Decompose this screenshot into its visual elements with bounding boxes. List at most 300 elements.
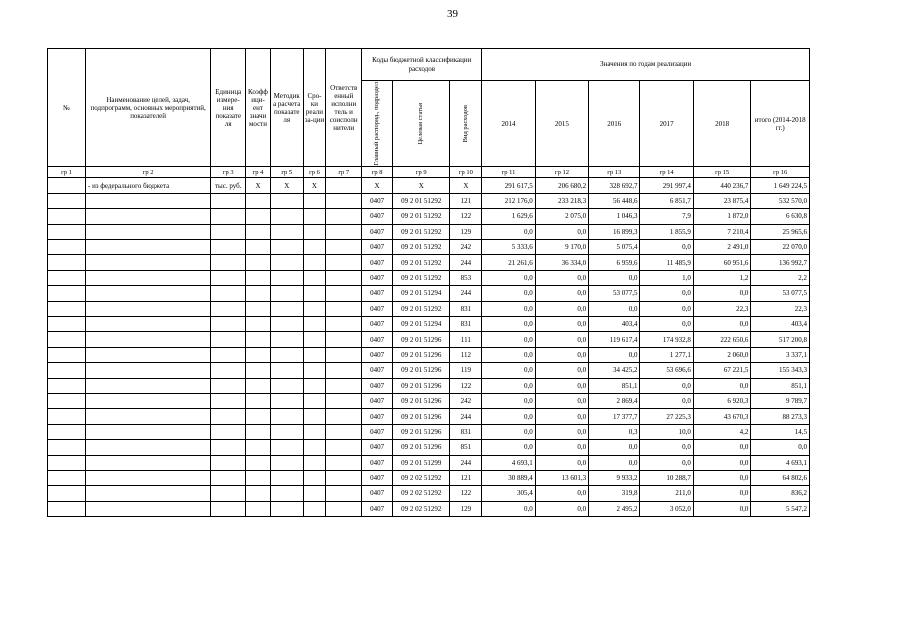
cell-value-2014: 0,0 (482, 224, 535, 239)
cell-value-2014: 4 693,1 (482, 455, 535, 470)
cell-code-main: 0407 (362, 409, 393, 424)
cell-value-2017: 10,0 (640, 424, 693, 439)
cell-value-2016: 1 046,3 (589, 209, 640, 224)
cell-name: - из федерального бюджета (85, 178, 210, 193)
cell-code-main: 0407 (362, 470, 393, 485)
cell-value-2016: 34 425,2 (589, 363, 640, 378)
cell-value-2017: 0,0 (640, 240, 693, 255)
cell-value-2016: 56 448,6 (589, 193, 640, 208)
cell-value-total: 9 789,7 (751, 393, 810, 408)
cell-value-2015: 0,0 (535, 378, 588, 393)
cell-unit (211, 240, 246, 255)
cell-code-target: 09 2 01 51294 (392, 286, 450, 301)
budget-table (47, 48, 810, 517)
cell-value-2017: 291 997,4 (640, 178, 693, 193)
cell-value-2016: 319,8 (589, 486, 640, 501)
cell-method (270, 286, 303, 301)
cell-value-2016: 5 075,4 (589, 240, 640, 255)
cell-value-2015: 0,0 (535, 363, 588, 378)
col-number: гр 7 (326, 167, 362, 178)
cell-method (270, 378, 303, 393)
cell-code-target: 09 2 01 51292 (392, 270, 450, 285)
col-number: гр 3 (211, 167, 246, 178)
cell-responsible (326, 255, 362, 270)
cell-value-2014: 0,0 (482, 501, 535, 516)
cell-value-2014: 0,0 (482, 286, 535, 301)
table-row (48, 270, 810, 285)
cell-code-main: 0407 (362, 424, 393, 439)
col-number: гр 2 (85, 167, 210, 178)
table-row (48, 363, 810, 378)
cell-unit (211, 224, 246, 239)
cell-name (85, 193, 210, 208)
cell-no (48, 347, 86, 362)
cell-value-2016: 17 377,7 (589, 409, 640, 424)
table-row (48, 347, 810, 362)
cell-value-2017: 0,0 (640, 393, 693, 408)
cell-value-total: 836,2 (751, 486, 810, 501)
cell-name (85, 255, 210, 270)
cell-responsible (326, 347, 362, 362)
cell-code-type: 851 (450, 440, 482, 455)
cell-value-2015: 0,0 (535, 501, 588, 516)
cell-terms (303, 486, 326, 501)
cell-code-main: 0407 (362, 378, 393, 393)
cell-value-2016: 2 495,2 (589, 501, 640, 516)
cell-unit (211, 286, 246, 301)
cell-value-2017: 1 855,9 (640, 224, 693, 239)
cell-value-2014: 0,0 (482, 409, 535, 424)
col-number: гр 12 (535, 167, 588, 178)
cell-coef (246, 409, 271, 424)
table-row (48, 424, 810, 439)
cell-value-2018: 7 210,4 (693, 224, 751, 239)
cell-name (85, 240, 210, 255)
cell-value-2014: 291 617,5 (482, 178, 535, 193)
cell-value-2018: 6 920,3 (693, 393, 751, 408)
cell-no (48, 378, 86, 393)
cell-method (270, 363, 303, 378)
cell-unit (211, 440, 246, 455)
cell-code-main: 0407 (362, 209, 393, 224)
cell-method (270, 455, 303, 470)
cell-value-2017: 0,0 (640, 286, 693, 301)
cell-code-main: 0407 (362, 440, 393, 455)
cell-value-2015: 2 075,0 (535, 209, 588, 224)
cell-responsible (326, 409, 362, 424)
cell-terms (303, 255, 326, 270)
cell-code-type: 244 (450, 286, 482, 301)
cell-method (270, 501, 303, 516)
cell-value-2014: 0,0 (482, 301, 535, 316)
cell-value-total: 3 337,1 (751, 347, 810, 362)
cell-code-target: 09 2 01 51296 (392, 393, 450, 408)
cell-value-total: 155 343,3 (751, 363, 810, 378)
cell-value-total: 53 077,5 (751, 286, 810, 301)
cell-value-total: 22 070,0 (751, 240, 810, 255)
cell-value-2018: 4,2 (693, 424, 751, 439)
cell-responsible (326, 316, 362, 331)
cell-value-2018: 0,0 (693, 455, 751, 470)
cell-unit (211, 455, 246, 470)
cell-value-2015: 0,0 (535, 409, 588, 424)
cell-value-2016: 0,0 (589, 347, 640, 362)
cell-name (85, 363, 210, 378)
cell-value-total: 403,4 (751, 316, 810, 331)
cell-responsible (326, 486, 362, 501)
cell-code-type: 244 (450, 409, 482, 424)
cell-value-total: 14,5 (751, 424, 810, 439)
cell-no (48, 286, 86, 301)
header-total: итого (2014-2018 гг.) (751, 81, 810, 167)
cell-value-2015: 0,0 (535, 286, 588, 301)
header-values: Значения по годам реализации (482, 49, 810, 81)
cell-method (270, 301, 303, 316)
table-row (48, 455, 810, 470)
cell-code-target: 09 2 01 51292 (392, 193, 450, 208)
cell-no (48, 255, 86, 270)
cell-code-main: 0407 (362, 332, 393, 347)
cell-terms: Х (303, 178, 326, 193)
cell-value-2015: 0,0 (535, 332, 588, 347)
cell-value-2016: 53 077,5 (589, 286, 640, 301)
cell-terms (303, 455, 326, 470)
cell-no (48, 316, 86, 331)
cell-value-total: 136 992,7 (751, 255, 810, 270)
cell-code-target: 09 2 01 51292 (392, 240, 450, 255)
col-number: гр 15 (693, 167, 751, 178)
cell-code-main: Х (362, 178, 393, 193)
cell-value-2015: 9 170,0 (535, 240, 588, 255)
cell-coef (246, 486, 271, 501)
cell-unit (211, 316, 246, 331)
cell-value-2017: 0,0 (640, 316, 693, 331)
cell-code-type: 244 (450, 255, 482, 270)
header-responsible: Ответств енный исполни тель и соисполн нители (326, 49, 362, 167)
cell-value-2015: 0,0 (535, 424, 588, 439)
cell-code-target: 09 2 01 51296 (392, 409, 450, 424)
cell-no (48, 224, 86, 239)
cell-value-2017: 6 851,7 (640, 193, 693, 208)
cell-value-2014: 0,0 (482, 424, 535, 439)
cell-name (85, 316, 210, 331)
cell-code-type: 122 (450, 209, 482, 224)
cell-value-2016: 9 933,2 (589, 470, 640, 485)
page-number: 39 (447, 8, 458, 20)
table-row (48, 393, 810, 408)
cell-value-2017: 10 288,7 (640, 470, 693, 485)
table-row (48, 486, 810, 501)
table-row (48, 316, 810, 331)
cell-method (270, 440, 303, 455)
cell-code-main: 0407 (362, 486, 393, 501)
table-row (48, 209, 810, 224)
cell-code-type: 831 (450, 301, 482, 316)
header-year-2017: 2017 (640, 81, 693, 167)
table-row (48, 470, 810, 485)
cell-code-target: 09 2 01 51299 (392, 455, 450, 470)
cell-value-total: 25 965,6 (751, 224, 810, 239)
cell-name (85, 286, 210, 301)
cell-unit (211, 424, 246, 439)
col-number: гр 1 (48, 167, 86, 178)
cell-no (48, 363, 86, 378)
cell-value-2018: 2 491,0 (693, 240, 751, 255)
cell-value-2014: 0,0 (482, 440, 535, 455)
cell-name (85, 270, 210, 285)
table-row (48, 378, 810, 393)
cell-unit (211, 470, 246, 485)
column-number-row (48, 167, 810, 178)
cell-coef (246, 270, 271, 285)
cell-coef (246, 209, 271, 224)
cell-terms (303, 209, 326, 224)
cell-responsible (326, 363, 362, 378)
cell-code-type: 122 (450, 486, 482, 501)
cell-value-2015: 206 680,2 (535, 178, 588, 193)
cell-value-2015: 0,0 (535, 316, 588, 331)
cell-responsible (326, 440, 362, 455)
cell-method (270, 316, 303, 331)
cell-coef (246, 424, 271, 439)
cell-value-2015: 0,0 (535, 455, 588, 470)
col-number: гр 13 (589, 167, 640, 178)
header-terms: Сро-ки реали за-ции (303, 49, 326, 167)
cell-code-target: 09 2 01 51292 (392, 301, 450, 316)
cell-unit (211, 301, 246, 316)
cell-no (48, 332, 86, 347)
table-row (48, 255, 810, 270)
header-code-target (392, 81, 450, 167)
cell-value-2014: 0,0 (482, 347, 535, 362)
cell-value-2016: 851,1 (589, 378, 640, 393)
cell-terms (303, 378, 326, 393)
cell-coef (246, 440, 271, 455)
table-row (48, 301, 810, 316)
cell-value-2018: 1,2 (693, 270, 751, 285)
cell-value-2015: 13 601,3 (535, 470, 588, 485)
table-row (48, 286, 810, 301)
cell-name (85, 424, 210, 439)
cell-value-2017: 0,0 (640, 301, 693, 316)
cell-method: Х (270, 178, 303, 193)
cell-responsible (326, 178, 362, 193)
header-codes: Коды бюджетной классификации расходов (362, 49, 482, 81)
cell-no (48, 501, 86, 516)
cell-terms (303, 240, 326, 255)
cell-code-target: 09 2 01 51296 (392, 440, 450, 455)
table-row (48, 440, 810, 455)
cell-value-total: 64 802,6 (751, 470, 810, 485)
cell-value-2017: 7,9 (640, 209, 693, 224)
cell-code-target: 09 2 01 51296 (392, 424, 450, 439)
cell-code-type: 242 (450, 240, 482, 255)
cell-code-main: 0407 (362, 363, 393, 378)
cell-responsible (326, 286, 362, 301)
cell-unit (211, 486, 246, 501)
cell-name (85, 409, 210, 424)
header-year-2015: 2015 (535, 81, 588, 167)
cell-no (48, 486, 86, 501)
cell-no (48, 301, 86, 316)
cell-value-2016: 2 869,4 (589, 393, 640, 408)
cell-code-main: 0407 (362, 255, 393, 270)
cell-coef (246, 501, 271, 516)
header-year-2014: 2014 (482, 81, 535, 167)
cell-value-total: 4 693,1 (751, 455, 810, 470)
cell-value-total: 1 649 224,5 (751, 178, 810, 193)
cell-responsible (326, 301, 362, 316)
cell-value-2016: 0,0 (589, 455, 640, 470)
header-no: № (48, 49, 86, 167)
col-number: гр 4 (246, 167, 271, 178)
cell-unit (211, 209, 246, 224)
cell-value-2018: 0,0 (693, 316, 751, 331)
cell-terms (303, 193, 326, 208)
cell-unit (211, 347, 246, 362)
cell-value-2017: 174 932,8 (640, 332, 693, 347)
cell-value-2017: 0,0 (640, 440, 693, 455)
cell-value-2016: 16 899,3 (589, 224, 640, 239)
cell-no (48, 409, 86, 424)
cell-unit (211, 409, 246, 424)
header-year-2018: 2018 (693, 81, 751, 167)
cell-value-2017: 0,0 (640, 378, 693, 393)
cell-no (48, 440, 86, 455)
cell-code-target: 09 2 02 51292 (392, 501, 450, 516)
cell-no (48, 178, 86, 193)
cell-no (48, 240, 86, 255)
cell-terms (303, 270, 326, 285)
table-row (48, 409, 810, 424)
cell-value-2014: 0,0 (482, 316, 535, 331)
cell-unit (211, 332, 246, 347)
table-row (48, 178, 810, 193)
cell-value-2017: 0,0 (640, 455, 693, 470)
cell-terms (303, 286, 326, 301)
cell-code-main: 0407 (362, 193, 393, 208)
cell-method (270, 347, 303, 362)
cell-unit (211, 255, 246, 270)
cell-value-2016: 6 959,6 (589, 255, 640, 270)
cell-coef (246, 301, 271, 316)
cell-value-2016: 0,3 (589, 424, 640, 439)
table-row (48, 501, 810, 516)
cell-value-2014: 30 889,4 (482, 470, 535, 485)
cell-value-total: 22,3 (751, 301, 810, 316)
cell-no (48, 455, 86, 470)
col-number: гр 16 (751, 167, 810, 178)
cell-value-2016: 328 692,7 (589, 178, 640, 193)
cell-code-type: 831 (450, 424, 482, 439)
cell-code-type: 119 (450, 363, 482, 378)
cell-value-2015: 0,0 (535, 440, 588, 455)
cell-method (270, 424, 303, 439)
cell-value-2015: 0,0 (535, 224, 588, 239)
cell-method (270, 270, 303, 285)
cell-unit: тыс. руб. (211, 178, 246, 193)
cell-no (48, 270, 86, 285)
cell-value-2018: 222 650,6 (693, 332, 751, 347)
cell-value-2016: 403,4 (589, 316, 640, 331)
cell-code-type: 853 (450, 270, 482, 285)
cell-coef (246, 363, 271, 378)
cell-terms (303, 440, 326, 455)
header-code-target-text: Целевая статья (416, 102, 424, 145)
cell-value-2018: 440 236,7 (693, 178, 751, 193)
cell-no (48, 209, 86, 224)
cell-value-2016: 0,0 (589, 440, 640, 455)
cell-coef (246, 255, 271, 270)
col-number: гр 9 (392, 167, 450, 178)
cell-value-2018: 0,0 (693, 440, 751, 455)
cell-value-2018: 0,0 (693, 501, 751, 516)
cell-name (85, 455, 210, 470)
cell-code-main: 0407 (362, 393, 393, 408)
cell-value-total: 517 200,8 (751, 332, 810, 347)
cell-code-type: 129 (450, 501, 482, 516)
cell-value-2018: 67 221,5 (693, 363, 751, 378)
cell-value-2018: 60 951,6 (693, 255, 751, 270)
cell-value-2017: 1 277,1 (640, 347, 693, 362)
cell-value-2017: 53 696,6 (640, 363, 693, 378)
cell-code-type: 122 (450, 378, 482, 393)
cell-method (270, 393, 303, 408)
cell-responsible (326, 501, 362, 516)
cell-code-main: 0407 (362, 270, 393, 285)
cell-name (85, 301, 210, 316)
cell-value-2018: 2 060,0 (693, 347, 751, 362)
cell-value-2018: 1 872,0 (693, 209, 751, 224)
col-number: гр 11 (482, 167, 535, 178)
cell-value-2014: 0,0 (482, 270, 535, 285)
cell-unit (211, 501, 246, 516)
cell-terms (303, 393, 326, 408)
cell-terms (303, 316, 326, 331)
cell-code-main: 0407 (362, 224, 393, 239)
cell-value-total: 88 273,3 (751, 409, 810, 424)
table-row (48, 332, 810, 347)
header-code-type (450, 81, 482, 167)
cell-method (270, 209, 303, 224)
cell-no (48, 193, 86, 208)
cell-value-2018: 23 875,4 (693, 193, 751, 208)
cell-coef (246, 224, 271, 239)
cell-coef (246, 470, 271, 485)
header-name: Наименование целей, задач, подпрограмм, основных мероприятий, показателей (85, 49, 210, 167)
cell-method (270, 486, 303, 501)
cell-responsible (326, 378, 362, 393)
cell-value-2016: 0,0 (589, 301, 640, 316)
cell-value-2015: 0,0 (535, 347, 588, 362)
cell-code-target: 09 2 02 51292 (392, 470, 450, 485)
cell-code-main: 0407 (362, 286, 393, 301)
cell-value-2014: 0,0 (482, 393, 535, 408)
cell-coef (246, 286, 271, 301)
cell-terms (303, 363, 326, 378)
cell-code-type: 111 (450, 332, 482, 347)
col-number: гр 5 (270, 167, 303, 178)
cell-value-total: 851,1 (751, 378, 810, 393)
cell-code-main: 0407 (362, 301, 393, 316)
cell-value-total: 0,0 (751, 440, 810, 455)
cell-value-2015: 36 334,0 (535, 255, 588, 270)
cell-code-main: 0407 (362, 455, 393, 470)
cell-terms (303, 347, 326, 362)
cell-responsible (326, 393, 362, 408)
cell-name (85, 486, 210, 501)
cell-coef: Х (246, 178, 271, 193)
